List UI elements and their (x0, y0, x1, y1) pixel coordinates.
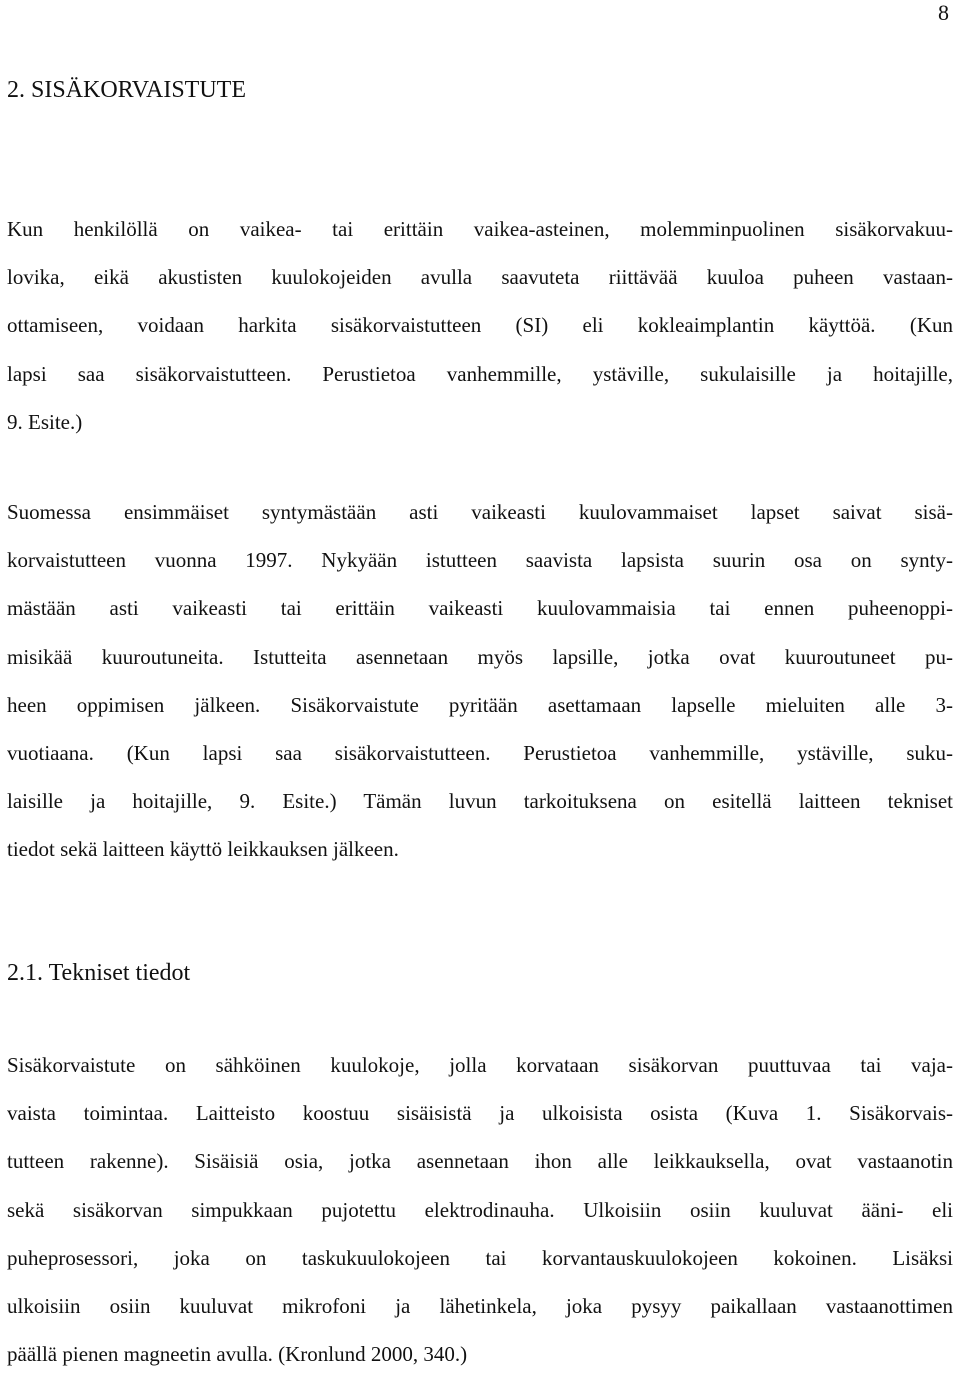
text-line: Sisäkorvaistute on sähköinen kuulokoje, jolla korvataan sisäkorvan puuttuvaa tai vaja- (7, 1053, 953, 1077)
text-line: sekä sisäkorvan simpukkaan pujotettu elektrodinauha. Ulkoisiin osiin kuuluvat ääni- eli (7, 1197, 953, 1222)
text-line: tutteen rakenne). Sisäisiä osia, jotka asennetaan ihon alle leikkauksella, ovat vastaanotin (7, 1149, 953, 1174)
text-line: mästään asti vaikeasti tai erittäin vaikeasti kuulovammaisia tai ennen puheenoppi- (7, 596, 953, 621)
text-line: laisille ja hoitajille, 9. Esite.) Tämän luvun tarkoituksena on esitellä laitteen tekniset (7, 789, 953, 814)
text-line: Suomessa ensimmäiset syntymästään asti vaikeasti kuulovammaiset lapset saivat sisä- (7, 500, 953, 524)
page-number: 8 (938, 0, 949, 25)
text-line: lovika, eikä akustisten kuulokojeiden avulla saavuteta riittävää kuuloa puheen vastaan- (7, 265, 953, 290)
text-line: Kun henkilöllä on vaikea- tai erittäin vaikea-asteinen, molemminpuolinen sisäkorvakuu- (7, 217, 953, 241)
text-line: 9. Esite.) (7, 409, 83, 434)
paragraph-technical (7, 1041, 953, 1378)
text-line: ulkoisiin osiin kuuluvat mikrofoni ja lähetinkela, joka pysyy paikallaan vastaanottimen (7, 1293, 953, 1318)
text-line: puheprosessori, joka on taskukuulokojeen tai korvantauskuulokojeen kokoinen. Lisäksi (7, 1245, 953, 1270)
paragraph-intro (7, 205, 953, 446)
text-line: tiedot sekä laitteen käyttö leikkauksen jälkeen. (7, 837, 399, 862)
text-line: lapsi saa sisäkorvaistutteen. Perustietoa vanhemmille, ystäville, sukulaisille ja hoitajille, (7, 361, 953, 386)
section-heading: 2. SISÄKORVAISTUTE (7, 77, 246, 103)
subsection-heading: 2.1. Tekniset tiedot (7, 960, 191, 986)
text-line: misikää kuuroutuneita. Istutteita asennetaan myös lapsille, jotka ovat kuuroutuneet pu- (7, 644, 953, 669)
text-line: heen oppimisen jälkeen. Sisäkorvaistute pyritään asettamaan lapselle mieluiten alle 3- (7, 692, 953, 717)
text-line: vaista toimintaa. Laitteisto koostuu sisäisistä ja ulkoisista osista (Kuva 1. Sisäkorvais- (7, 1101, 953, 1126)
text-line: ottamiseen, voidaan harkita sisäkorvaistutteen (SI) eli kokleaimplantin käyttöä. (Kun (7, 313, 953, 338)
text-line: vuotiaana. (Kun lapsi saa sisäkorvaistutteen. Perustietoa vanhemmille, ystäville, suku- (7, 740, 953, 765)
text-line: päällä pienen magneetin avulla. (Kronlund 2000, 340.) (7, 1342, 468, 1367)
text-line: korvaistutteen vuonna 1997. Nykyään istutteen saavista lapsista suurin osa on synty- (7, 548, 953, 573)
paragraph-finland (7, 488, 953, 874)
